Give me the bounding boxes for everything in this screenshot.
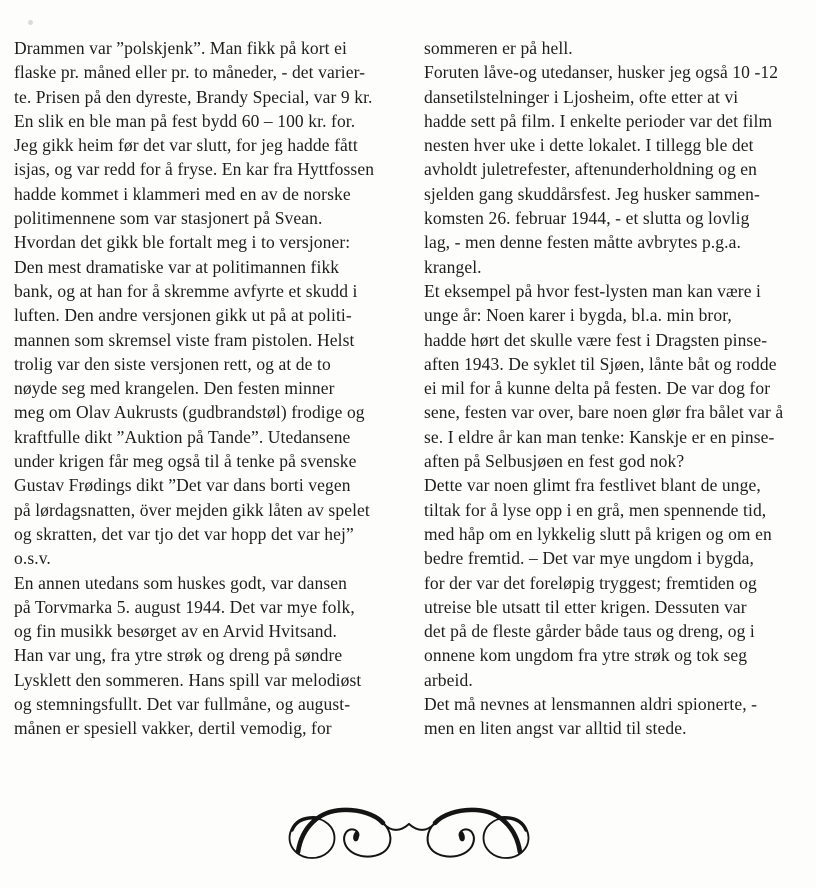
text-line: hadde sett på film. I enkelte perioder var det film [424, 110, 773, 131]
text-line: Lysklett den sommeren. Hans spill var melodiøst [14, 669, 362, 690]
text-line: og skratten, det var tjo det var hopp det var hej” [14, 523, 354, 544]
text-line: og fin musikk besørget av en Arvid Hvitsand. [14, 621, 337, 642]
text-line: En annen utedans som huskes godt, var dansen [14, 572, 347, 593]
text-line: flaske pr. måned eller pr. to måneder, - det varier- [14, 62, 366, 83]
text-line: lag, - men denne festen måtte avbrytes p.g.a. [424, 232, 741, 253]
text-line: nesten hver uke i dette lokalet. I tillegg ble det [424, 135, 754, 156]
text-line: Dette var noen glimt fra festlivet blant de unge, [424, 475, 761, 496]
text-line: hadde hørt det skulle være fest i Dragsten pinse- [424, 329, 768, 350]
text-line: det på de fleste gårder både taus og dreng, og i [424, 621, 755, 642]
text-line: men en liten angst var alltid til stede. [424, 718, 687, 739]
scan-artifact-speck [28, 20, 33, 25]
text-line: under krigen får meg også til å tenke på svenske [14, 451, 357, 472]
text-column-left [14, 36, 412, 741]
text-line: unge år: Noen karer i bygda, bl.a. min bror, [424, 305, 732, 326]
text-line: komsten 26. februar 1944, - et slutta og lovlig [424, 208, 750, 229]
text-line: for der var det foreløpig tryggest; fremtiden og [424, 572, 757, 593]
text-line: avholdt juletrefester, aftenunderholdning og en [424, 159, 757, 180]
text-line: utreise ble utsatt til etter krigen. Dessuten var [424, 596, 747, 617]
text-line: tiltak for å lyse opp i en grå, men spennende tid, [424, 499, 767, 520]
text-line: En slik en ble man på fest bydd 60 – 100 kr. for. [14, 110, 356, 131]
text-line: aften 1943. De syklet til Sjøen, lånte båt og rodde [424, 353, 777, 374]
text-line: med håp om en lykkelig slutt på krigen og om en [424, 523, 772, 544]
text-line: Jeg gikk heim før det var slutt, for jeg hadde fått [14, 135, 358, 156]
text-line: onnene kom ungdom fra ytre strøk og tok seg [424, 645, 748, 666]
text-line: mannen som skremsel viste fram pistolen. Helst [14, 329, 355, 350]
text-line: sene, festen var over, bare noen glør fra bålet var å [424, 402, 784, 423]
text-line: Foruten låve-og utedanser, husker jeg også 10 -12 [424, 62, 779, 83]
text-line: og stemningsfullt. Det var fullmåne, og august- [14, 694, 351, 715]
text-line: bedre fremtid. – Det var mye ungdom i bygda, [424, 548, 755, 569]
text-line: se. I eldre år kan man tenke: Kanskje er en pinse- [424, 426, 775, 447]
text-line: Gustav Frødings dikt ”Det var dans borti vegen [14, 475, 351, 496]
text-line: Drammen var ”polskjenk”. Man fikk på kort ei [14, 38, 347, 58]
calligraphic-flourish-ornament [287, 799, 531, 865]
text-line: dansetilstelninger i Ljosheim, ofte etter at vi [424, 86, 739, 107]
text-line: aften på Selbusjøen en fest god nok? [424, 451, 685, 472]
text-column-right [424, 36, 814, 741]
text-line: på Torvmarka 5. august 1944. Det var mye folk, [14, 596, 355, 617]
text-line: nøyde seg med krangelen. Den festen minner [14, 378, 335, 399]
text-line: bank, og at han for å skremme avfyrte et skudd i [14, 280, 358, 301]
text-line: ei mil for å kunne delta på festen. De var dog for [424, 378, 771, 399]
text-line: o.s.v. [14, 548, 51, 569]
text-line: Det må nevnes at lensmannen aldri spionerte, - [424, 694, 758, 715]
text-line: Et eksempel på hvor fest-lysten man kan være i [424, 280, 762, 301]
text-line: hadde kommet i klammeri med en av de norske [14, 183, 351, 204]
text-line: kraftfulle dikt ”Auktion på Tande”. Utedansene [14, 426, 351, 447]
text-line: te. Prisen på den dyreste, Brandy Special, var 9 kr. [14, 86, 373, 107]
text-line: politimennene som var stasjonert på Svean. [14, 208, 323, 229]
text-line: isjas, og var redd for å fryse. En kar fra Hyttfossen [14, 159, 375, 180]
text-line: Hvordan det gikk ble fortalt meg i to versjoner: [14, 232, 351, 253]
text-line: trolig var den siste versjonen rett, og at de to [14, 353, 331, 374]
text-line: luften. Den andre versjonen gikk ut på at politi- [14, 305, 352, 326]
text-line: meg om Olav Aukrusts (gudbrandstøl) frodige og [14, 402, 365, 423]
text-line: arbeid. [424, 669, 473, 690]
text-line: på lørdagsnatten, över mejden gikk låten av spelet [14, 499, 370, 520]
text-line: krangel. [424, 256, 482, 277]
text-line: sommeren er på hell. [424, 38, 573, 58]
text-line: Han var ung, fra ytre strøk og dreng på søndre [14, 645, 343, 666]
text-line: Den mest dramatiske var at politimannen fikk [14, 256, 340, 277]
text-line: månen er spesiell vakker, dertil vemodig, for [14, 718, 332, 739]
text-line: sjelden gang skuddårsfest. Jeg husker sammen- [424, 183, 760, 204]
